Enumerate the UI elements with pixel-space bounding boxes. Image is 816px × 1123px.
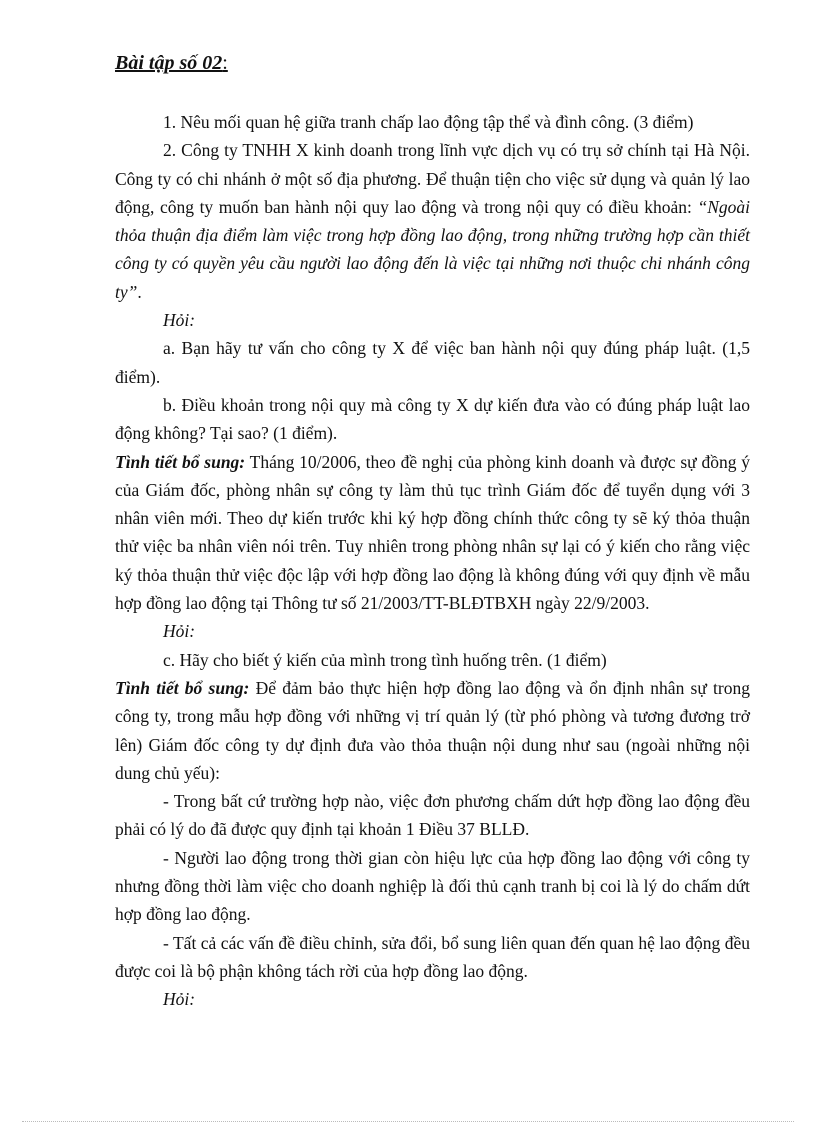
supplement-2-text: Để đảm bảo thực hiện hợp đồng lao động và ổn định nhân sự trong công ty, trong mẫu hợp đồng với những vị trí quản lý (từ phó phòng và tương đương trở lên) Giám đốc công ty dự định đưa vào thỏa thuận nội dung như sau (ngoài những nội dung chủ yếu): (115, 677, 750, 783)
exercise-title-text: Bài tập số 02 (115, 52, 223, 74)
hoi-label-3: Hỏi: (163, 989, 196, 1010)
supplement-2-label: Tình tiết bổ sung: (115, 677, 250, 698)
bullet-1: - Trong bất cứ trường hợp nào, việc đơn phương chấm dứt hợp đồng lao động đều phải có lý do đã được quy định tại khoản 1 Điều 37 BLLĐ. (115, 791, 750, 840)
question-2-end: . (137, 281, 142, 302)
document-body (115, 108, 750, 1014)
question-2-intro: 2. Công ty TNHH X kinh doanh trong lĩnh vực dịch vụ có trụ sở chính tại Hà Nội. Công ty có chi nhánh ở một số địa phương. Để thuận tiện cho việc sử dụng và quản lý lao động, công ty muốn ban hành nội quy lao động và trong nội quy có điều khoản: (115, 140, 750, 217)
supplement-1-label: Tình tiết bổ sung: (115, 451, 246, 472)
exercise-title-colon: : (222, 52, 228, 74)
exercise-title (115, 52, 228, 75)
hoi-label-1: Hỏi: (163, 310, 196, 331)
question-c: c. Hãy cho biết ý kiến của mình trong tình huống trên. (1 điểm) (163, 649, 607, 670)
question-b: b. Điều khoản trong nội quy mà công ty X dự kiến đưa vào có đúng pháp luật lao động không? Tại sao? (1 điểm). (115, 394, 750, 444)
question-2-quote: “Ngoài thỏa thuận địa điểm làm việc trong hợp đồng lao động, trong những trường hợp cần thiết công ty có quyền yêu cầu người lao động đến là việc tại những nơi thuộc chi nhánh công ty” (115, 196, 750, 302)
question-a: a. Bạn hãy tư vấn cho công ty X để việc ban hành nội quy đúng pháp luật. (1,5 điểm). (115, 338, 750, 387)
question-2 (115, 136, 750, 306)
bullet-3: - Tất cả các vấn đề điều chỉnh, sửa đổi, bổ sung liên quan đến quan hệ lao động đều được coi là bộ phận không tách rời của hợp đồng lao động. (115, 932, 750, 981)
supplement-2 (115, 674, 750, 787)
supplement-1 (115, 448, 750, 618)
page-bottom-divider (22, 1121, 794, 1122)
question-1: 1. Nêu mối quan hệ giữa tranh chấp lao động tập thể và đình công. (3 điểm) (163, 112, 694, 132)
bullet-2: - Người lao động trong thời gian còn hiệu lực của hợp đồng lao động với công ty nhưng đồng thời làm việc cho doanh nghiệp là đối thủ cạnh tranh bị coi là lý do chấm dứt hợp đồng lao động. (115, 847, 750, 925)
hoi-label-2: Hỏi: (163, 621, 196, 642)
supplement-1-text: Tháng 10/2006, theo đề nghị của phòng kinh doanh và được sự đồng ý của Giám đốc, phòng nhân sự công ty làm thủ tục trình Giám đốc để tuyển dụng với 3 nhân viên mới. Theo dự kiến trước khi ký hợp đồng chính thức công ty sẽ ký thỏa thuận thử việc ba nhân viên nói trên. Tuy nhiên trong phòng nhân sự lại có ý kiến cho rằng việc ký thỏa thuận thử việc độc lập với hợp đồng lao động là không đúng với quy định về mẫu hợp đồng lao động tại Thông tư số 21/2003/TT-BLĐTBXH ngày 22/9/2003. (115, 451, 750, 614)
